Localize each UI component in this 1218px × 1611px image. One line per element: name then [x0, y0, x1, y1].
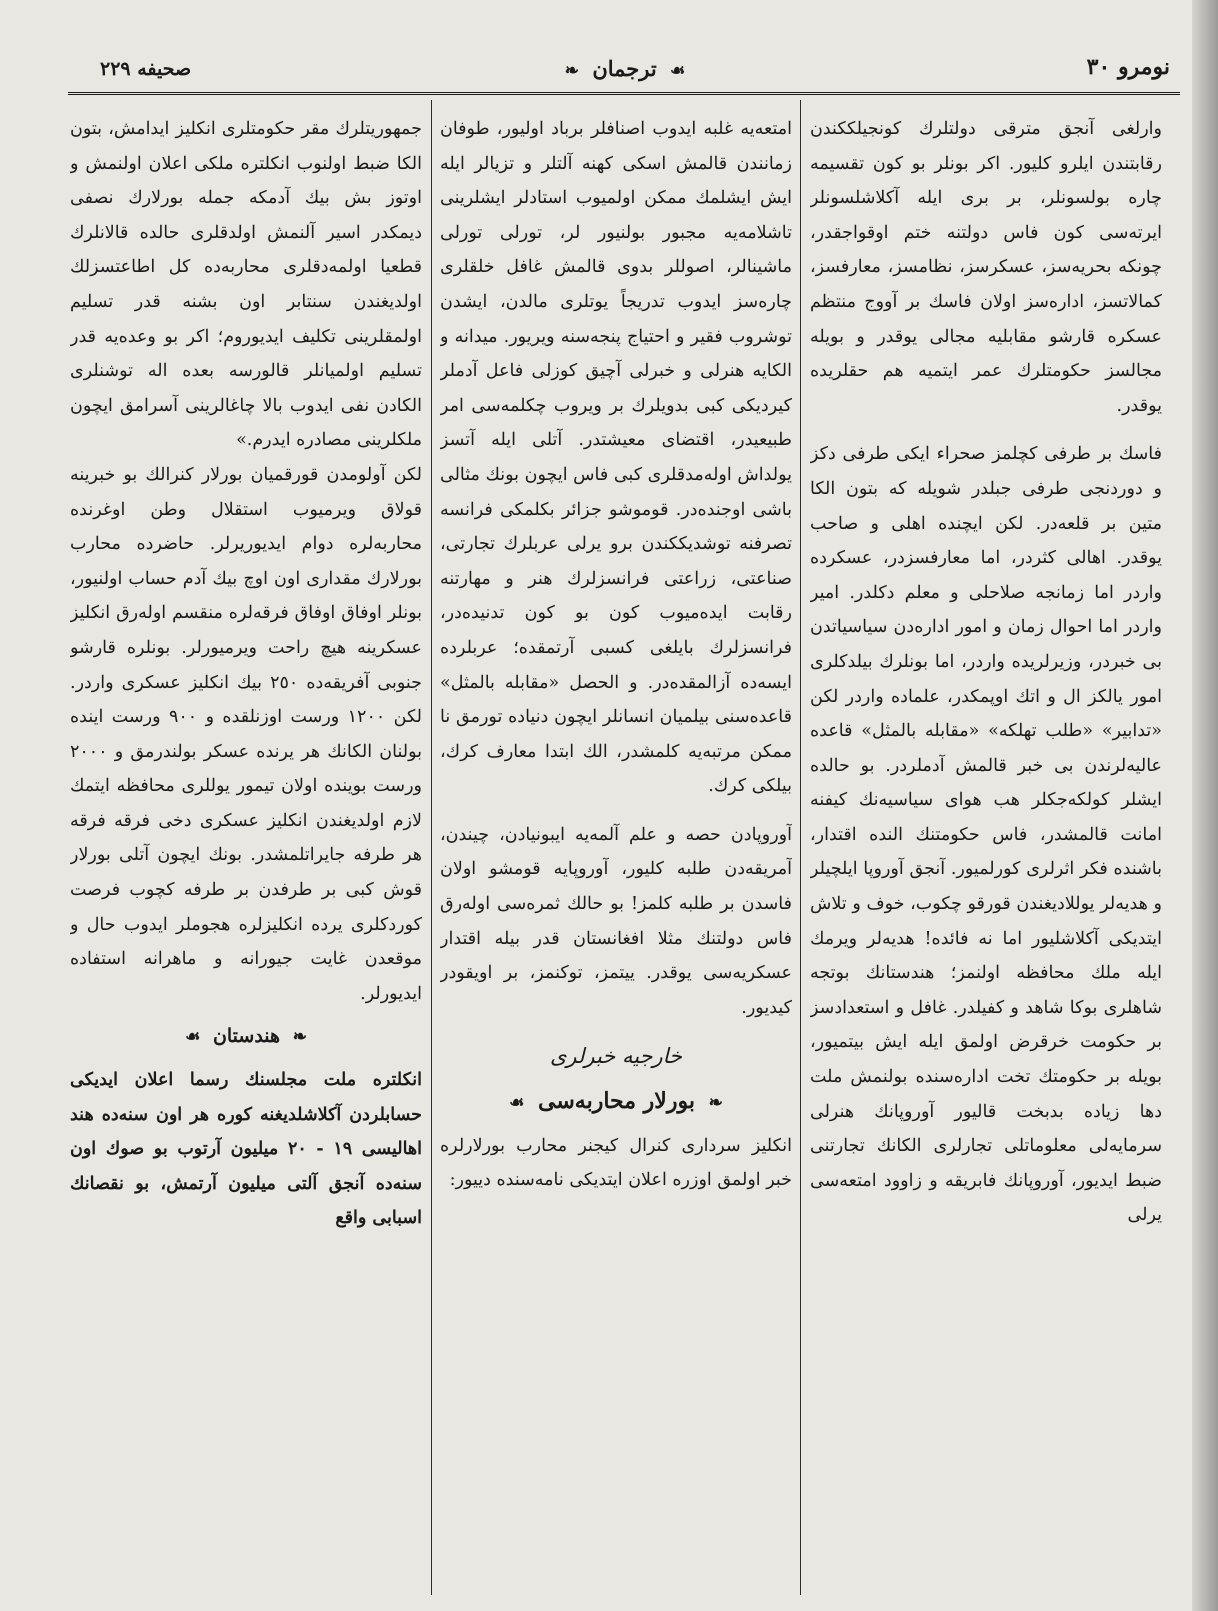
heading-ornament-right: ☙	[509, 1093, 525, 1114]
column-divider-right	[800, 100, 801, 1595]
newspaper-title	[70, 56, 1180, 81]
india-heading-text: هندستان	[212, 1025, 281, 1048]
paragraph: جمهوریتلرك مقر حكومتلری انكلیز ایدامش، بتون الكا ضبط اولنوب انكلتره ملكی اعلان اولنمش و اوتوز بش بیك آدمكه جمله بورلارك نصفی دیمكدر اسیر آلنمش اولدقلری حالده قالانلرك قطعیا اولمه‌دقلری محاربه‌ده كل اطاعتسزلك اولدیغندن سنتابر اون بشنه قدر تسلیم اولمقلرینی تكلیف ایدیوروم؛ اكر بو وعده‌یه قدر تسلیم اولمیانلر قالورسه بعده اله توشنلری الكادن نفی ایدوب بالا چاغالرینی آسرامق ایچون ملكلرینی مصادره ایدرم.»	[70, 119, 422, 451]
paragraph: فاسك بر طرفی كچلمز صحراء ایكی طرفی دكز و دوردنجی طرفی جبلدر شویله كه بتون الكا متین بر قلعه‌در. لكن ایچنده اهلی و صاحب یوقدر. اهالی كثردر، اما معارفسزدر، عسكرده واردر اما زمانجه صلاحلی و معلم دكلدر. امیر واردر اما احوال زمان و امور اداره‌دن سیاسیاتدن بی خبردر، وزیرلریده واردر، اما بونلرك بیلدكلری امور یالكز ال و اتك اوپمكدر، علماده واردر لكن «تدابیر» «طلب تهلكه» «مقابله بالمثل» قاعده عالیه‌لرندن بی خبر قالمش آدملردر. بو حالده ایشلر كولكه‌جكلر هب هوای سیاسیه‌نك كیفنه امانت قالمشدر، فاس حكومتنك النده اقتدار، باشنده فكر اثرلری كورلمیور. آنجق آوروپا ایلچیلر و هدیه‌لر یوللادیغندن قورقو چكوب، خوف و تلاش ایتدیكی آكلاشلیور اما نه فائده! هدیه‌لر ویرمك ایله ملك محافظه اولنمز؛ هندستانك بوتجه شاهلری بوكا شاهد و كفیلدر. غافل و استعدادسز بر حكومت خرقرض اولمق ایله ایش بیتمیور، بویله بر حكومتك تخت اداره‌سنده بولنمش ملت دها زیاده بدبخت قالیور آوروپانك هنرلی سرمایه‌لی معلوماتلی تجارلری الكانك تجارتنی ضبط ایدیور، آوروپانك فابریقه و زاوود امتعه‌سی یرلی	[810, 444, 1162, 1226]
paragraph: امتعه‌یه غلبه ایدوب اصنافلر برباد اولیور، طوفان زمانندن قالمش اسكی كهنه آلتلر و تزیالر ایله ایش ایشلمك ممكن اولمیوب استادلر ایشلرینی تاشلامه‌یه مجبور بولنیور لر، تورلی تورلی ماشینالر، اصوللر بدوی قالمش غافل خلقلری چاره‌سز ایدوب تدریجاً یوتلری مالدن، ایشدن توشروب فقیر و احتیاج پنجه‌سنه ویریور. میدانه و الكایه هنرلی و خبرلی آچیق كوزلی فاعل آدملر كیردیكی كبی بدویلرك بر ویروب چكلمه‌سی امر طبیعیدر، اقتضای معیشتدر. آتلی ایله آتسز یولداش اوله‌مدقلری كبی فاس ایچون بونك مثالی باشی اوجنده‌در. قوموشو جزائر بكلمكی فرانسه تصرفنه توشدیككندن برو یرلی عربلرك تجارتی، صناعتی، زراعتی فرانسزلرك هنر و مهارتنه رقابت ایده‌میوب كون بو كون تدنیده‌در، فرانسزلرك بایلغی كسبی آرتمقده؛ عربلرده ایسه‌ده آزالمقده‌در. و الحصل «مقابله بالمثل» قاعده‌سنی بیلمیان انسانلر ایچون دنیاده تورمق نا ممكن مرتبه‌یه كلمشدر، الك ابتدا معارف كرك، بیلكی كرك.	[440, 119, 792, 797]
paragraph: انكلیز سرداری كنرال كیجنر محارب بورلارلره خبر اولمق اوزره اعلان ایتدیكی نامه‌سنده دییور:	[440, 1135, 792, 1191]
page-number: صحيفه ٢٢٩	[100, 58, 192, 80]
heading-ornament-left: ❧	[292, 1027, 307, 1048]
page-header	[70, 50, 1180, 90]
paragraph: انكلتره ملت مجلسنك رسما اعلان ایدیكی حسابلردن آكلاشلدیغنه كوره هر اون سنه‌ده هند اهالیسی ١٩ - ٢٠ میلیون آرتوب بو صوك اون سنه‌ده آنجق آلتی میلیون آرتمش، بو نقصانك اسبابی واقع	[70, 1070, 422, 1229]
page-edge-shadow	[1192, 0, 1218, 1611]
heading-ornament-right: ☙	[185, 1027, 201, 1048]
paragraph: لكن آولومدن قورقمیان بورلار كنرالك بو خبرینه قولاق ویرمیوب استقلال وطن اوغرنده محاربه‌لره دوام ایدیوریرلر. حاضرده محارب بورلارك مقداری اون اوچ بیك آدم حساب اولنیور، بونلر اوفاق اوفاق فرقه‌لره منقسم اوله‌رق انكلیز عسكرینه هیچ راحت ویرمیورلر. بونلره قارشو جنوبی آفریقه‌ده ٢٥٠ بیك انكلیز عسكری واردر. لكن ١٢٠٠ ورست اوزنلقده و ٩٠٠ ورست اینده بولنان الكانك هر یرنده عسكر بولندرمق و ٢٠٠٠ ورست بوینده اولان تیمور یوللری محافظه ایتمك لازم اولدیغندن انكلیز عسكری دخی فرقه فرقه هر طرفه جایراتلمشدر. بونك ایچون آتلی بورلار قوش كبی بر طرفدن بر طرفه كچوب فرصت كوردكلری یرده انكلیزلره هجوملر ایدوب حال و موقعدن غایت جیورانه و ماهرانه استفاده ایدیورلر.	[70, 464, 422, 1004]
column-right	[810, 112, 1162, 1592]
heading-ornament-left: ❧	[708, 1093, 723, 1114]
boer-war-heading-text: بورلار محاربه‌سی	[538, 1088, 695, 1115]
paragraph: وارلغی آنجق مترقی دولتلرك كونجیلككندن رقابتندن ایلرو كلیور. اكر بونلر بو كون تقسیمه چاره بولسونلر، بر بری ایله آكلاشلسونلر ایرته‌سی كون فاس دولتنه ختم اوقواجقدر، چونكه بحریه‌سز، عسكرسز، نظامسز، معارفسز، كمالاتسز، اداره‌سز اولان فاسك بر آووج منتظم عسكره قارشو مقابلیه مجالی یوقدر و بویله مجالسز حكومتلرك عمر ایتمیه هم حقلریده یوقدر.	[810, 119, 1162, 416]
title-ornament-right: ☙	[670, 61, 686, 81]
foreign-news-heading: خارجیه خبرلری	[549, 1044, 683, 1069]
boer-war-heading	[440, 1084, 792, 1121]
column-middle	[440, 112, 792, 1592]
title-ornament-left: ❧	[564, 61, 579, 81]
header-rule	[68, 92, 1180, 95]
india-heading	[70, 1019, 422, 1055]
column-left	[70, 112, 422, 1592]
issue-number: نومرو ٣٠	[1086, 54, 1170, 80]
newspaper-title-text: ترجمان	[592, 56, 657, 81]
paragraph: آوروپادن حصه و علم آلمه‌یه ایبونیادن، چیندن، آمریقه‌دن طلبه كلیور، آوروپایه قومشو اولان فاسدن بر طلبه كلمز! بو حالك ثمره‌سی اوله‌رق فاس دولتنك مثلا افغانستان قدر بیله اقتدار عسكریه‌سی یوقدر. ییتمز، توكنمز، بر اویقودر كیدیور.	[440, 824, 792, 1018]
column-divider-left	[431, 100, 432, 1595]
